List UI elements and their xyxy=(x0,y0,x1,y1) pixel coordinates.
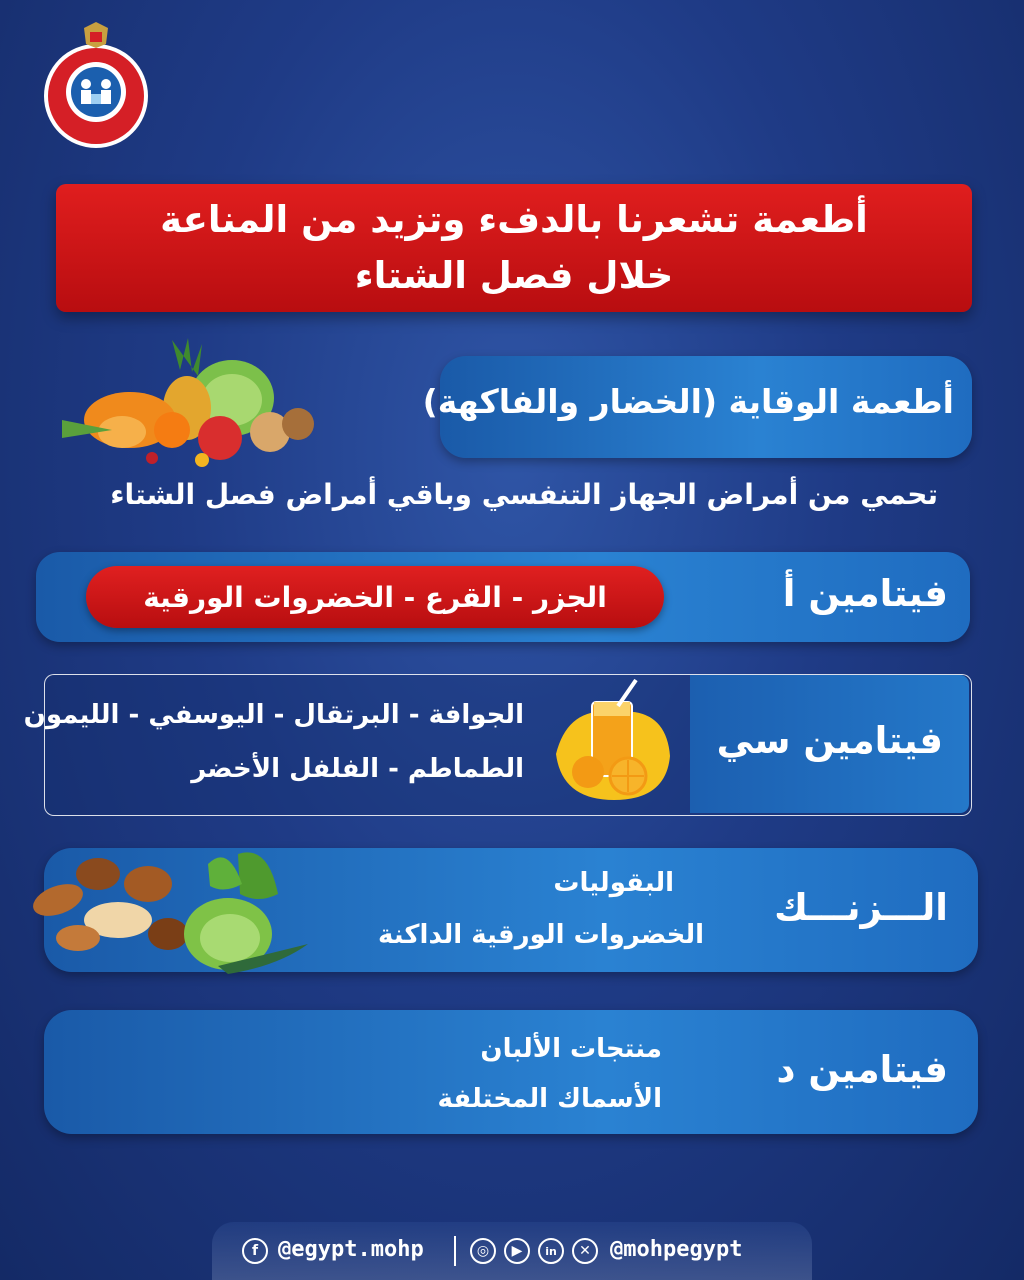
vitamin-d-row xyxy=(44,1010,978,1134)
orange-juice-image xyxy=(548,676,678,806)
vitamin-c-foods-line-2: الطماطم - الفلفل الأخضر xyxy=(191,754,524,784)
vitamin-d-foods-line-2: الأسماك المختلفة xyxy=(437,1084,662,1114)
fruits-vegetables-image xyxy=(52,320,332,470)
title-banner xyxy=(56,184,972,312)
social-footer xyxy=(212,1222,812,1280)
nuts-greens-image xyxy=(18,834,318,984)
protection-foods-description: تحمي من أمراض الجهاز التنفسي وباقي أمراض فصل الشتاء xyxy=(110,478,938,511)
vitamin-c-foods-line-1: الجوافة - البرتقال - اليوسفي - الليمون xyxy=(23,700,524,730)
title-line-1: أطعمة تشعرنا بالدفء وتزيد من المناعة xyxy=(160,198,868,241)
zinc-foods-line-1: البقوليات xyxy=(553,868,674,898)
title-line-2: خلال فصل الشتاء xyxy=(354,254,674,297)
youtube-icon[interactable]: ▶ xyxy=(504,1238,530,1264)
zinc-label: الـــزنـــك xyxy=(774,886,948,929)
protection-foods-heading xyxy=(422,356,972,458)
vitamin-a-label: فيتامين أ xyxy=(782,572,948,615)
vitamin-a-foods-text: الجزر - القرع - الخضروات الورقية xyxy=(143,580,607,614)
vitamin-c-label-tab xyxy=(690,675,969,813)
facebook-handle[interactable]: @egypt.mohp xyxy=(278,1237,424,1262)
vitamin-d-foods-line-1: منتجات الألبان xyxy=(480,1034,662,1064)
footer-divider xyxy=(454,1236,456,1266)
social-handle[interactable]: @mohpegypt xyxy=(610,1237,743,1262)
vitamin-d-label: فيتامين د xyxy=(776,1048,948,1091)
facebook-icon[interactable]: f xyxy=(242,1238,268,1264)
linkedin-icon[interactable]: in xyxy=(538,1238,564,1264)
zinc-foods-line-2: الخضروات الورقية الداكنة xyxy=(378,920,704,950)
vitamin-c-label: فيتامين سي xyxy=(716,719,943,762)
ministry-logo xyxy=(36,18,156,148)
vitamin-a-foods xyxy=(86,566,664,628)
protection-foods-heading-text: أطعمة الوقاية (الخضار والفاكهة) xyxy=(422,382,954,421)
x-icon[interactable]: ✕ xyxy=(572,1238,598,1264)
instagram-icon[interactable]: ◎ xyxy=(470,1238,496,1264)
